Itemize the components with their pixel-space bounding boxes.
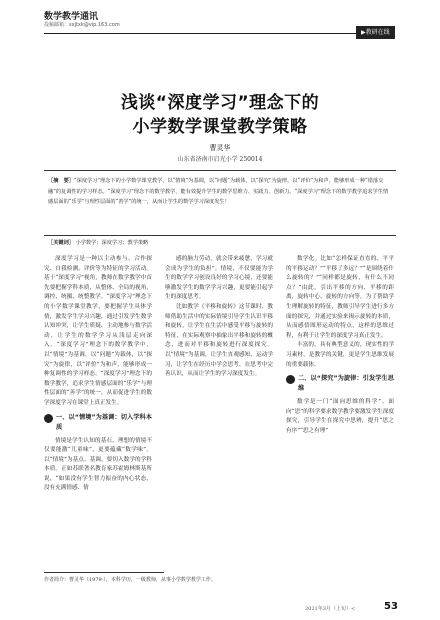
section-tag: ▶教研在线 [356,26,395,39]
author-name: 曹灵华 [209,144,231,152]
keywords-label: ［关键词］ [48,240,74,246]
abstract-label: ［摘 要］ [48,178,74,184]
journal-name: 数学教学通讯 [44,12,99,22]
keywords [48,239,148,246]
page-number: 53 [384,601,398,612]
author-footnote: 作者简介：曹灵华（1979-），本科学历，一级教师，从事小学数学教学工作。 [44,577,216,583]
bullet-icon [286,375,295,384]
section-heading-1 [44,413,152,433]
section-heading-text: 二、以“探究”为旋律：引发学生思维 [298,375,394,393]
body-paragraph: 比如教学《平移和旋转》这节课时，教师借助生活中的实际情境引导学生认识平移和旋转，让学生在生活中感受平移与旋转的特征，在实际观察中抽象出平移和旋转的概念，进而对平移和旋转进行深度探究。以“情境”为基调，让学生直观感知、运动学习，让学生在经历中学会思考，在思考中完善认识，从而让学生的学习深度发生。 [165,303,273,378]
author-affiliation: 山东省济南市启光小学 250014 [177,156,263,163]
section-heading-text: 一、以“情境”为基调：切入学科本质 [56,413,152,431]
abstract-box [44,170,396,236]
body-column-3 [286,255,394,437]
bullet-icon [44,414,53,423]
body-column-1 [44,255,152,494]
body-paragraph: 情境是学生认知的基石，理想的情境不仅要能激“儿童味”，更要蕴藏“数学味”。以“情境”为基点、基调，要切入数学的学科本质。正如苏联著名教育家苏霍姆林斯基所说，“如果没有学生智力振奋的内心状态，没有充满情感、情 [44,437,152,492]
section-heading-2 [286,374,394,394]
body-paragraph: 数学化。比如“怎样保证直直的、平平的平移运动？”“平移了多远？”“是围绕着什么旋转的？”“同样都是旋转，有什么不同点？”由此，引出平移的方向、平移的距离，旋转中心、旋转的方向等。为了帮助学生理解旋转的特征，教师引导学生进行多方面的探究，并通过实验来揭示旋转的本质，从而感悟图形运动的特点，这样的思维过程，有利于让学生的深度学习真正发生。 [286,256,394,339]
page-header [0,0,440,50]
body-column-2 [165,255,273,380]
issue-date: 2021年3月（上旬）< [305,606,356,612]
header-divider [44,33,394,34]
body-paragraph: 感的脑力劳动，就会带来疲惫，学习就会成为学生的负担”。情境，不仅要能为学生的数学学习创设良好的学习心境，还要能够激发学生的数学学习兴趣，更要能引起学生的深度思考。 [165,256,273,301]
article-title-line-2: 小学数学课堂教学策略 [132,117,308,137]
journal-submission-email: 投稿邮箱：sxjtxk@vip.163.com [44,22,120,28]
body-paragraph: 深度学习是一种以主动参与、合作探究、自我检测、评价等为特征的学习活动。基于“深度学习”视角，教师在数学教学中首先要把握学科本质，从整体、全局的视角，调控、统摄、统整教学。“深度学习”理念下的小学数学课堂教学，要把握学生具体学情，激发学生学习兴趣，通过引发学生数学认知冲突，让学生质疑、主动地参与数学活动，让学生的数学学习从浅层走向深入。“深度学习”理念下的数学教学中，以“情境”为基调，以“问题”为载体，以“探究”为旋律，以“评价”为和声，能够形成一种复调性的学习样态。“深度学习”理念下的数学教学，追求学生情感层面的“乐学”与理性层面的“善学”的统一，从而促进学生的数学深度学习在课堂上真正发生。 [44,256,152,406]
keywords-text: 小学数学；深度学习；教学策略 [75,240,149,246]
body-paragraph: 数学是一门“面向思维的科学”。面向“思”的科学要求数学教学要激发学生深度探究，引导学生在探究中思辨，提升“思之有序”“思之有理” [286,399,394,434]
article-title-line-1: 浅谈“深度学习”理念下的 [120,93,320,113]
footnote-divider [44,572,164,573]
body-paragraph: 丰富的，具有典型意义的，现实性的学习素材，是教学的关键，更是学生思维发展的重要载体。 [286,342,394,368]
abstract-text: “深度学习”理念下的小学数学课堂教学，以“情境”为基调，以“问题”为载体，以“探究”为旋律，以“评价”为和声，能够形成一种“错落交融”的复调性的学习样态。“深度学习”理念下的数学教学，能有效提升学生的数学思维力、实践力、创新力。“深度学习”理念下的数学教学追求学生情感层面的“乐学”与理性层面的“善学”的统一，从而让学生的数学学习深度发生！ [48,178,389,205]
